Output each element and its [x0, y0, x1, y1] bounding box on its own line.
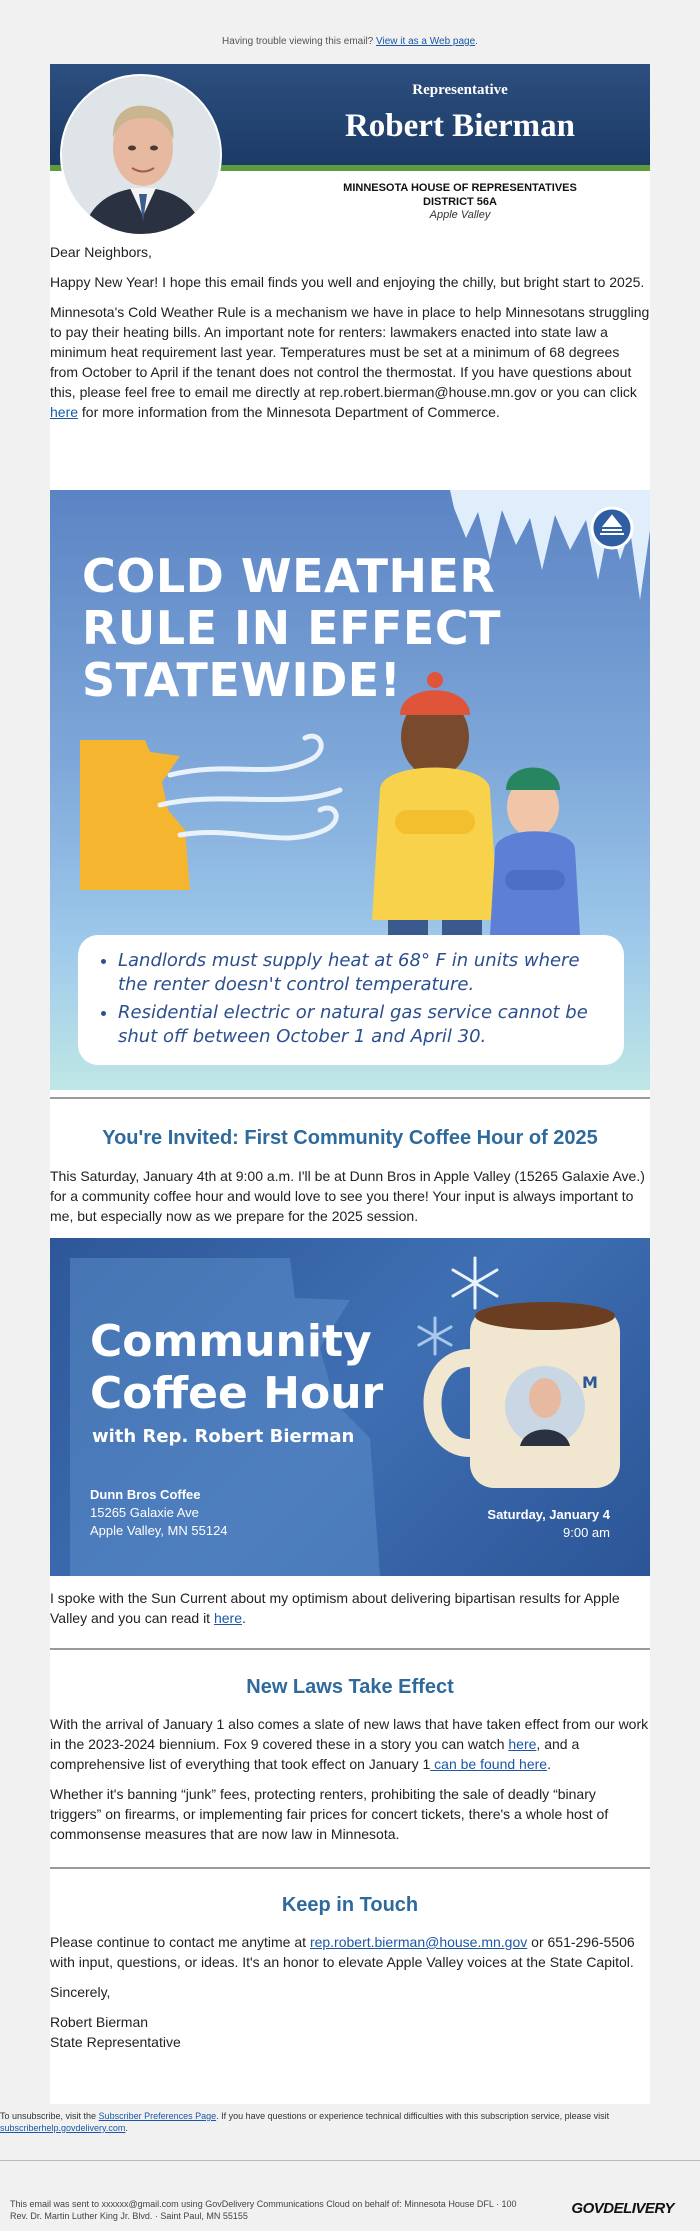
new-laws-title: New Laws Take Effect	[246, 1676, 454, 1698]
email-link[interactable]: rep.robert.bierman@house.mn.gov	[309, 1934, 528, 1950]
intro-p2-after: for more information from the Minnesota Department of Commerce.	[78, 404, 500, 420]
coffee-venue	[90, 1486, 228, 1540]
keep-text-a: Please continue to contact me anytime at	[50, 1934, 310, 1950]
keep-in-touch-title: Keep in Touch	[281, 1894, 419, 1916]
unsub-text-a: To unsubscribe, visit the	[0, 2111, 99, 2121]
commerce-link[interactable]: here	[50, 404, 79, 420]
header-rep-label: Representative	[412, 82, 508, 98]
header-city: Apple Valley	[429, 209, 491, 221]
new-laws-paragraph-2: Whether it's banning “junk” fees, protecting renters, prohibiting the sale of deadly “binary triggers” on firearms, or implementing fair prices for concert tickets, there's a whole host of commonsense measures that are now law in Minnesota.	[50, 1786, 609, 1842]
seal-icon	[592, 508, 632, 548]
sun-current-paragraph	[50, 1588, 650, 1628]
closing: Sincerely,	[50, 1984, 111, 2000]
coffee-title	[90, 1316, 383, 1420]
invite-section	[50, 1166, 650, 1226]
unsub-text-b: . If you have questions or experience technical difficulties with this subscription service, please visit	[216, 2111, 610, 2121]
new-laws-paragraph-1	[50, 1714, 650, 1774]
header-rep-name: Robert Bierman	[344, 108, 576, 144]
svg-text:M: M	[582, 1373, 598, 1392]
govdelivery-logo: GOVDELIVERY	[571, 2200, 674, 2217]
cold-title-line-3: STATEWIDE!	[82, 653, 402, 707]
sent-line-1: This email was sent to xxxxxx@gmail.com using GovDelivery Communications Cloud on behalf of: Minnesota House DFL · 100	[10, 2199, 517, 2209]
venue-name: Dunn Bros Coffee	[90, 1487, 201, 1502]
venue-address-2: Apple Valley, MN 55124	[90, 1523, 228, 1538]
coffee-date-day: Saturday, January 4	[487, 1507, 610, 1522]
email-body	[50, 64, 650, 2104]
subscriber-preferences-link[interactable]: Subscriber Preferences Page	[98, 2111, 217, 2121]
divider-1	[50, 1097, 650, 1099]
footer-divider	[0, 2160, 700, 2161]
coffee-with-rep: with Rep. Robert Bierman	[92, 1426, 355, 1447]
sent-line-2: Rev. Dr. Martin Luther King Jr. Blvd. · Saint Paul, MN 55155	[10, 2211, 248, 2221]
keep-in-touch-paragraph	[50, 1932, 650, 1972]
trouble-trailing: .	[475, 36, 478, 47]
sun-after: .	[241, 1610, 246, 1626]
snowflake-icon	[453, 1258, 497, 1308]
cold-weather-bullets	[78, 935, 624, 1065]
fox9-link[interactable]: here	[508, 1736, 537, 1752]
divider-2	[50, 1648, 650, 1650]
email-header	[50, 64, 650, 244]
sun-current-link[interactable]: here	[213, 1610, 242, 1626]
signature-name: Robert Bierman	[50, 2014, 149, 2030]
cold-title-line-1: COLD WEATHER	[82, 549, 496, 603]
coffee-title-line-2: Coffee Hour	[90, 1368, 384, 1419]
cold-bullet-2: • Residential electric or natural gas service cannot be shut off between October 1 and April 30.	[118, 1001, 600, 1049]
keep-in-touch-section	[50, 1932, 650, 2052]
new-laws-section	[50, 1714, 650, 1844]
sun-current-section	[50, 1588, 650, 1628]
coffee-hour-banner	[50, 1238, 650, 1576]
coffee-date	[487, 1506, 610, 1542]
trouble-text: Having trouble viewing this email?	[222, 36, 377, 47]
keep-text-b: or 651-296-5506 with input, questions, or ideas. It's an honor to elevate Apple Valley voices at the State Capitol.	[50, 1934, 635, 1970]
laws-text-a: With the arrival of January 1 also comes a slate of new laws that have taken effect from our work in the 2023-2024 biennium. Fox 9 covered these in a story you can watch	[50, 1716, 649, 1752]
coffee-date-time: 9:00 am	[563, 1525, 610, 1540]
intro-p2-text: Minnesota's Cold Weather Rule is a mechanism we have in place to help Minnesotans struggling to pay their heating bills. An important note for renters: lawmakers enacted into state law a minimum heat requirement last year. Temperatures must be set at a minimum of 68 degrees from October to April if the tenant does not control the thermostat. If you have questions about this, please feel free to email me directly at rep.robert.bierman@house.mn.gov or you can click	[50, 304, 650, 400]
header-house	[270, 181, 650, 209]
district-name: DISTRICT 56A	[423, 196, 497, 208]
cold-bullet-1: • Landlords must supply heat at 68° F in units where the renter doesn't control temperature.	[118, 949, 600, 997]
intro-section	[50, 242, 650, 422]
intro-paragraph-2	[50, 302, 650, 422]
venue-address-1: 15265 Galaxie Ave	[90, 1505, 199, 1520]
signature-title: State Representative	[50, 2034, 181, 2050]
unsub-text-c: .	[125, 2123, 128, 2133]
subscriber-help-link[interactable]: subscriberhelp.govdelivery.com	[0, 2123, 126, 2133]
web-version-bar	[0, 0, 700, 64]
web-page-link[interactable]: View it as a Web page	[376, 36, 476, 47]
house-name: MINNESOTA HOUSE OF REPRESENTATIVES	[343, 182, 577, 194]
new-laws-list-link[interactable]: can be found here	[430, 1756, 548, 1772]
intro-paragraph-1: Happy New Year! I hope this email finds you well and enjoying the chilly, but bright start to 2025.	[50, 274, 645, 290]
laws-text-b: , and a comprehensive list of everything that took effect on January 1	[50, 1736, 580, 1772]
invite-title: You're Invited: First Community Coffee Hour of 2025	[102, 1127, 598, 1149]
laws-text-c: .	[547, 1756, 551, 1772]
invite-paragraph: This Saturday, January 4th at 9:00 a.m. I'll be at Dunn Bros in Apple Valley (15265 Galaxie Ave.) for a community coffee hour and would love to see you there! Your input is always important to me, but especially now as we prepare for the 2025 session.	[50, 1168, 645, 1224]
sent-to-text	[10, 2198, 570, 2222]
cold-weather-banner	[50, 490, 650, 1090]
greeting: Dear Neighbors,	[50, 244, 152, 260]
footer	[0, 2110, 700, 2134]
divider-3	[50, 1867, 650, 1869]
cold-title-line-2: RULE IN EFFECT	[82, 601, 501, 655]
cold-weather-title	[82, 550, 502, 706]
coffee-title-line-1: Community	[90, 1316, 372, 1367]
portrait-photo	[60, 74, 222, 236]
minnesota-shape	[80, 740, 190, 890]
sun-text: I spoke with the Sun Current about my optimism about delivering bipartisan results for Apple Valley and you can read it	[50, 1590, 620, 1626]
unsubscribe-text	[0, 2110, 700, 2134]
